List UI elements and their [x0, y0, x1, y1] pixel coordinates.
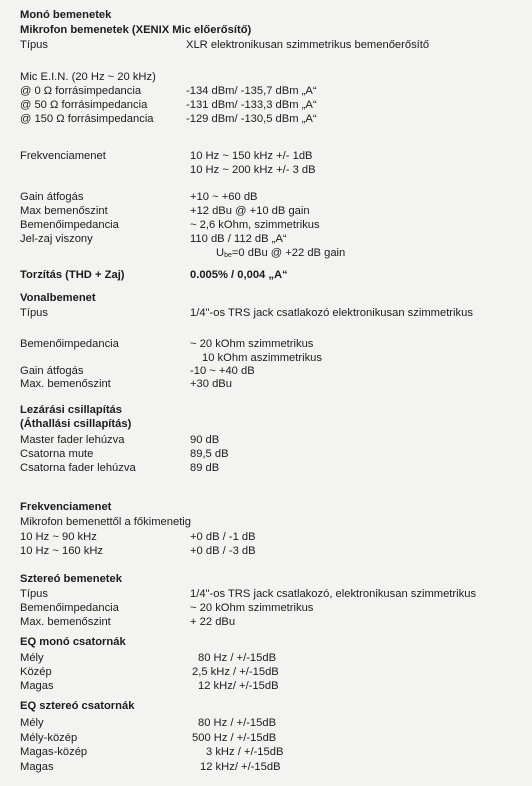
section-subtitle-fade [20, 417, 526, 431]
spec-value: + 22 dBu [190, 616, 236, 628]
freq-resp-title: Frekvenciamenet [20, 501, 112, 513]
ein-row [20, 84, 526, 98]
spec-label: 10 Hz ~ 90 kHz [20, 531, 97, 543]
spec-label: Max. bemenőszint [20, 378, 111, 390]
spec-value: -129 dBm/ -130,5 dBm „A“ [186, 113, 317, 125]
spec-label: Torzítás (THD + Zaj) [20, 269, 125, 281]
eq-stereo-row [20, 716, 526, 730]
section-title-fade [20, 403, 526, 417]
spec-label: @ 0 Ω forrásimpedancia [20, 85, 142, 97]
spec-value: 3 kHz / +/-15dB [206, 746, 284, 758]
spec-label: Bemenőimpedancia [20, 602, 119, 614]
spec-value: -10 ~ +40 dB [190, 365, 255, 377]
spec-label: Frekvenciamenet [20, 150, 106, 162]
section-title-eq-stereo [20, 699, 526, 713]
spec-value: 1/4"-os TRS jack csatlakozó elektronikusan szimmetrikus [190, 307, 473, 319]
snr-sub: be [224, 252, 232, 259]
spec-label: Mély-közép [20, 732, 78, 744]
mono-inputs-title: Monó bemenetek [20, 9, 112, 21]
spec-value: 0.005% / 0,004 „A“ [190, 269, 288, 281]
spec-value: 500 Hz / +/-15dB [192, 732, 277, 744]
spec-value: 90 dB [190, 434, 220, 446]
spec-label: Jel-zaj viszony [20, 233, 93, 245]
spec-label: Mély [20, 652, 44, 664]
snr-row [20, 232, 526, 246]
mic-inputs-title: Mikrofon bemenetek (XENIX Mic előerősítő) [20, 24, 252, 36]
spec-label: Magas [20, 680, 54, 692]
spec-value: 2,5 kHz / +/-15dB [192, 666, 279, 678]
spec-label: Közép [20, 666, 52, 678]
stereo-inputs-title: Sztereó bemenetek [20, 573, 122, 585]
spec-label: Csatorna mute [20, 448, 94, 460]
section-title-line-input [20, 291, 526, 305]
freq-resp-row [20, 530, 526, 544]
spec-label: Bemenőimpedancia [20, 338, 119, 350]
spec-label: Típus [20, 307, 48, 319]
eq-stereo-row [20, 731, 526, 745]
mic-inputs-title-row [20, 23, 526, 37]
ein-row [20, 112, 526, 126]
spec-value: 110 dB / 112 dB „A“ [190, 233, 287, 245]
ein-label: Mic E.I.N. (20 Hz ~ 20 kHz) [20, 71, 156, 83]
spec-label: Típus [20, 588, 48, 600]
imp-row [20, 218, 526, 232]
snr-cond: =0 dBu @ +22 dB gain [231, 247, 346, 259]
thd-row [20, 268, 526, 282]
spec-label: Gain átfogás [20, 365, 84, 377]
gain-row [20, 190, 526, 204]
spec-value [216, 246, 345, 263]
spec-value: ~ 2,6 kOhm, szimmetrikus [190, 219, 320, 231]
spec-label: Magas [20, 761, 54, 773]
spec-label: Max. bemenőszint [20, 616, 111, 628]
snr-u: U [216, 247, 225, 259]
line-input-title: Vonalbemenet [20, 292, 96, 304]
spec-label: @ 50 Ω forrásimpedancia [20, 99, 148, 111]
eq-mono-title: EQ monó csatornák [20, 636, 126, 648]
spec-value: 10 Hz ~ 150 kHz +/- 1dB [190, 150, 313, 162]
spec-value: +0 dB / -1 dB [190, 531, 256, 543]
spec-value: -134 dBm/ -135,7 dBm „A“ [186, 85, 317, 97]
section-title-freq-resp [20, 500, 526, 514]
spec-label: Magas-közép [20, 746, 88, 758]
spec-value: 80 Hz / +/-15dB [198, 717, 277, 729]
spec-value: 1/4"-os TRS jack csatlakozó, elektronikusan szimmetrikus [190, 588, 477, 600]
ein-label-row [20, 70, 526, 84]
section-title-stereo-inputs [20, 572, 526, 586]
eq-mono-row [20, 665, 526, 679]
spec-value: 10 kOhm aszimmetrikus [202, 352, 322, 364]
spec-label: Típus [20, 39, 48, 51]
spec-label: Bemenőimpedancia [20, 219, 119, 231]
spec-value: 12 kHz/ +/-15dB [200, 761, 281, 773]
line-imp-row-2 [20, 351, 526, 365]
spec-label: Csatorna fader lehúzva [20, 462, 136, 474]
section-title-eq-mono [20, 635, 526, 649]
spec-value: 89,5 dB [190, 448, 229, 460]
freq-row [20, 149, 526, 163]
spec-value: XLR elektronikusan szimmetrikus bemenőerősítő [186, 39, 430, 51]
eq-mono-row [20, 679, 526, 693]
freq-resp-row [20, 544, 526, 558]
spec-value: +30 dBu [190, 378, 232, 390]
freq-resp-subtitle-row [20, 515, 526, 529]
section-title-mono-inputs [20, 8, 526, 22]
mic-type-row [20, 38, 526, 52]
fade-row [20, 433, 526, 447]
spec-label: Gain átfogás [20, 191, 84, 203]
spec-value: +12 dBu @ +10 dB gain [190, 205, 310, 217]
spec-value: 89 dB [190, 462, 220, 474]
fade-row [20, 447, 526, 461]
line-imp-row [20, 337, 526, 351]
line-type-row [20, 306, 526, 320]
eq-mono-row [20, 651, 526, 665]
spec-value: ~ 20 kOhm szimmetrikus [190, 338, 314, 350]
maxin-row [20, 204, 526, 218]
stereo-imp-row [20, 601, 526, 615]
spec-value: 80 Hz / +/-15dB [198, 652, 277, 664]
stereo-maxin-row [20, 615, 526, 629]
spec-value: +0 dB / -3 dB [190, 545, 256, 557]
spec-value: 12 kHz/ +/-15dB [198, 680, 279, 692]
spec-value: -131 dBm/ -133,3 dBm „A“ [186, 99, 317, 111]
spec-label: 10 Hz ~ 160 kHz [20, 545, 104, 557]
spec-label: Mély [20, 717, 44, 729]
line-gain-row [20, 364, 526, 378]
stereo-type-row [20, 587, 526, 601]
spec-value: ~ 20 kOhm szimmetrikus [190, 602, 314, 614]
freq-row-2 [20, 163, 526, 177]
eq-stereo-row [20, 745, 526, 759]
eq-stereo-row [20, 760, 526, 774]
line-maxin-row [20, 377, 526, 391]
eq-stereo-title: EQ sztereó csatornák [20, 700, 135, 712]
ein-row [20, 98, 526, 112]
spec-label: @ 150 Ω forrásimpedancia [20, 113, 154, 125]
fade-title: Lezárási csillapítás [20, 404, 122, 416]
spec-label: Max bemenőszint [20, 205, 108, 217]
spec-value: 10 Hz ~ 200 kHz +/- 3 dB [190, 164, 316, 176]
fade-row [20, 461, 526, 475]
spec-value: +10 ~ +60 dB [190, 191, 258, 203]
freq-resp-subtitle: Mikrofon bemenettől a főkimenetig [20, 516, 192, 528]
spec-label: Master fader lehúzva [20, 434, 125, 446]
snr-row-2 [20, 246, 526, 260]
fade-subtitle: (Áthallási csillapítás) [20, 418, 132, 430]
